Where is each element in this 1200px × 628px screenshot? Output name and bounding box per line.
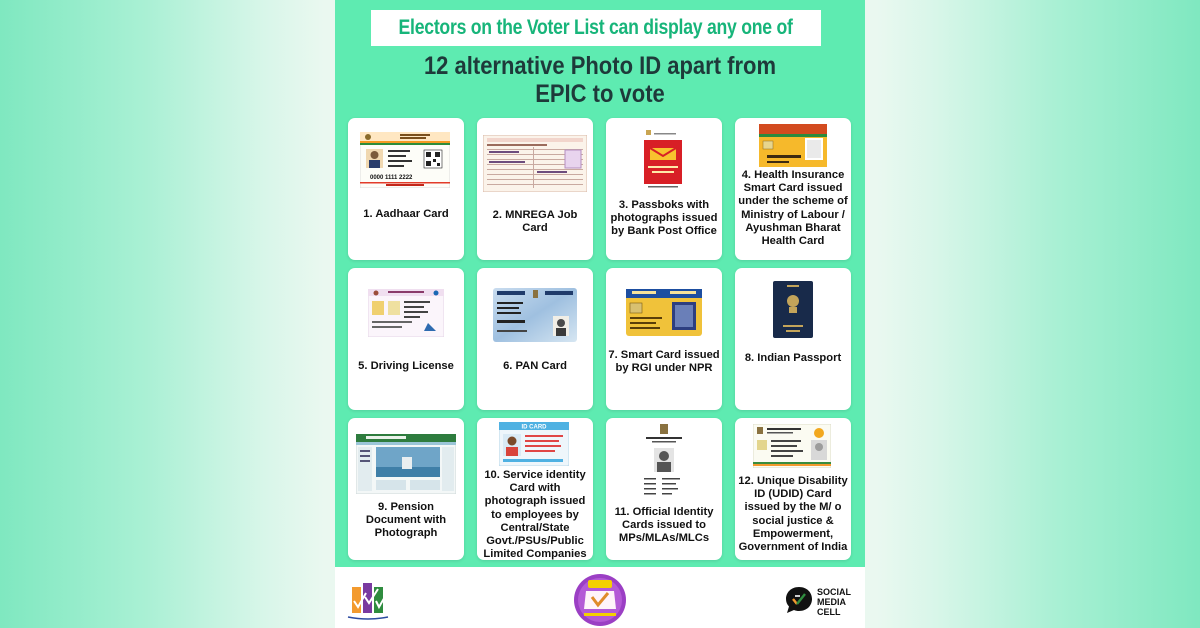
social-line1: SOCIAL	[817, 587, 852, 597]
header-title	[367, 52, 833, 108]
header-line2: 12 alternative Photo ID apart from	[423, 52, 777, 80]
card-7-label: 7. Smart Card issued by RGI under NPR	[608, 349, 720, 375]
card-1	[348, 118, 464, 260]
card-9-label: 9. Pension Document with Photograph	[365, 501, 447, 540]
driving-license-image	[368, 289, 444, 337]
card-12-label: 12. Unique Disability ID (UDID) Card issued by the M/ o social justice & Empowerment, Government of India	[738, 475, 848, 554]
pan-card-image	[493, 288, 577, 342]
social-line3: CELL	[817, 607, 841, 617]
card-10-label: 10. Service identity Card with photograph issued to employees by Central/State Govt./PSUs/Public Limited Companies	[483, 469, 587, 561]
header-line1: Electors on the Voter List can display any one of	[398, 16, 794, 39]
udid-card-image	[753, 424, 831, 468]
card-9	[348, 418, 464, 560]
passbook-image	[640, 128, 686, 190]
aadhaar-number: 0000 1111 2222	[370, 175, 413, 181]
card-11	[606, 418, 722, 560]
card-1-label: 1. Aadhaar Card	[363, 208, 449, 220]
card-5-label: 5. Driving License	[358, 360, 454, 372]
card-11-label: 11. Official Identity Cards issued to MPs/MLAs/MLCs	[614, 506, 714, 545]
official-id-card-image	[640, 422, 688, 502]
id-card-banner: ID CARD	[521, 424, 547, 431]
service-id-card-image	[499, 422, 569, 466]
card-4-label: 4. Health Insurance Smart Card issued under the scheme of Ministry of Labour / Ayushman Bharat Health Card	[738, 169, 848, 248]
bihar-election-mascot-logo-icon	[572, 573, 628, 627]
health-card-image	[759, 124, 827, 167]
header-line3: EPIC to vote	[535, 80, 665, 108]
chat-bubble-icon	[784, 585, 814, 615]
card-3	[606, 118, 722, 260]
social-line2: MEDIA	[817, 597, 846, 607]
card-6-label: 6. PAN Card	[503, 360, 567, 372]
job-card-image	[483, 135, 587, 192]
card-8-label: 8. Indian Passport	[744, 352, 842, 364]
footer	[335, 567, 865, 628]
card-2-label: 2. MNREGA Job Card	[492, 209, 578, 235]
election-commission-logo-icon	[344, 577, 392, 621]
pension-document-image	[356, 434, 456, 494]
npr-smart-card-image	[626, 289, 702, 336]
social-media-cell-label	[817, 587, 851, 617]
card-12	[735, 418, 851, 560]
header-banner	[371, 10, 821, 46]
aadhaar-card-image	[360, 132, 450, 188]
poster	[335, 0, 865, 628]
card-2	[477, 118, 593, 260]
card-5	[348, 268, 464, 410]
passport-image	[773, 281, 813, 338]
card-6	[477, 268, 593, 410]
card-3-label: 3. Passboks with photographs issued by Bank Post Office	[610, 199, 718, 238]
card-4	[735, 118, 851, 260]
card-8	[735, 268, 851, 410]
card-10	[477, 418, 593, 560]
card-7	[606, 268, 722, 410]
